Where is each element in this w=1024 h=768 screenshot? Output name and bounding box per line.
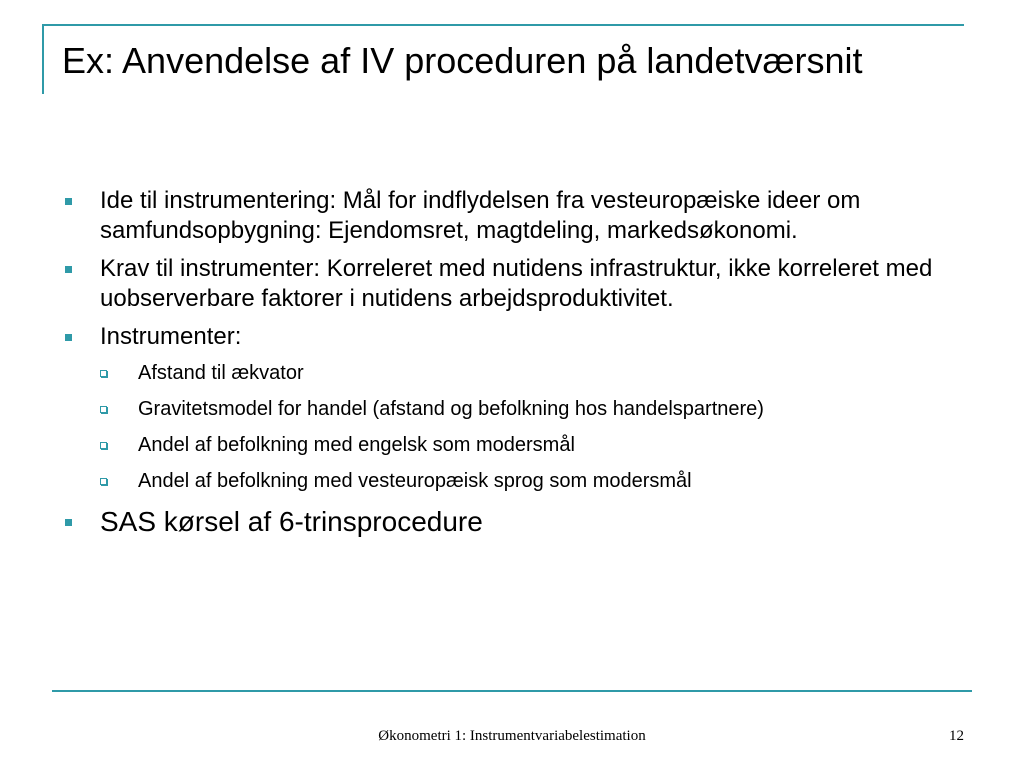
hollow-square-bullet-icon [100,406,107,413]
bullet-item-instrument-idea [62,186,962,246]
sub-bullet-item [62,396,962,422]
hollow-square-bullet-icon [100,370,107,377]
bullet-item-instrument-requirements [62,254,962,314]
footer-divider [52,690,972,692]
hollow-square-bullet-icon [100,478,107,485]
bullet-text: Instrumenter: [100,323,242,350]
bullet-item-sas-run [62,504,962,540]
bullet-text: Krav til instrumenter: Korreleret med nutidens infrastruktur, ikke korreleret med uobserverbare faktorer i nutidens arbejdsproduktivitet. [100,255,933,312]
slide-content [62,186,962,548]
sub-bullet-item [62,468,962,494]
sub-bullet-text: Gravitetsmodel for handel (afstand og befolkning hos handelspartnere) [138,398,764,420]
sub-bullet-text: Andel af befolkning med vesteuropæisk sprog som modersmål [138,470,692,492]
sub-bullet-text: Afstand til ækvator [138,362,304,384]
bullet-text: Ide til instrumentering: Mål for indflydelsen fra vesteuropæiske ideer om samfundsopbygning: Ejendomsret, magtdeling, markedsøkonomi. [100,187,861,244]
square-bullet-icon [65,266,72,273]
page-number: 12 [949,728,964,744]
square-bullet-icon [65,198,72,205]
footer-course-title: Økonometri 1: Instrumentvariabelestimation [378,728,646,744]
hollow-square-bullet-icon [100,442,107,449]
title-frame-left-line [42,24,44,94]
square-bullet-icon [65,519,72,526]
slide-title: Ex: Anvendelse af IV proceduren på landetværsnit [62,40,863,81]
square-bullet-icon [65,334,72,341]
sub-bullet-text: Andel af befolkning med engelsk som modersmål [138,434,575,456]
sub-bullet-item [62,360,962,386]
sub-bullet-item [62,432,962,458]
bullet-text: SAS kørsel af 6-trinsprocedure [100,506,483,537]
title-frame-top-line [42,24,964,26]
bullet-item-instruments [62,322,962,352]
